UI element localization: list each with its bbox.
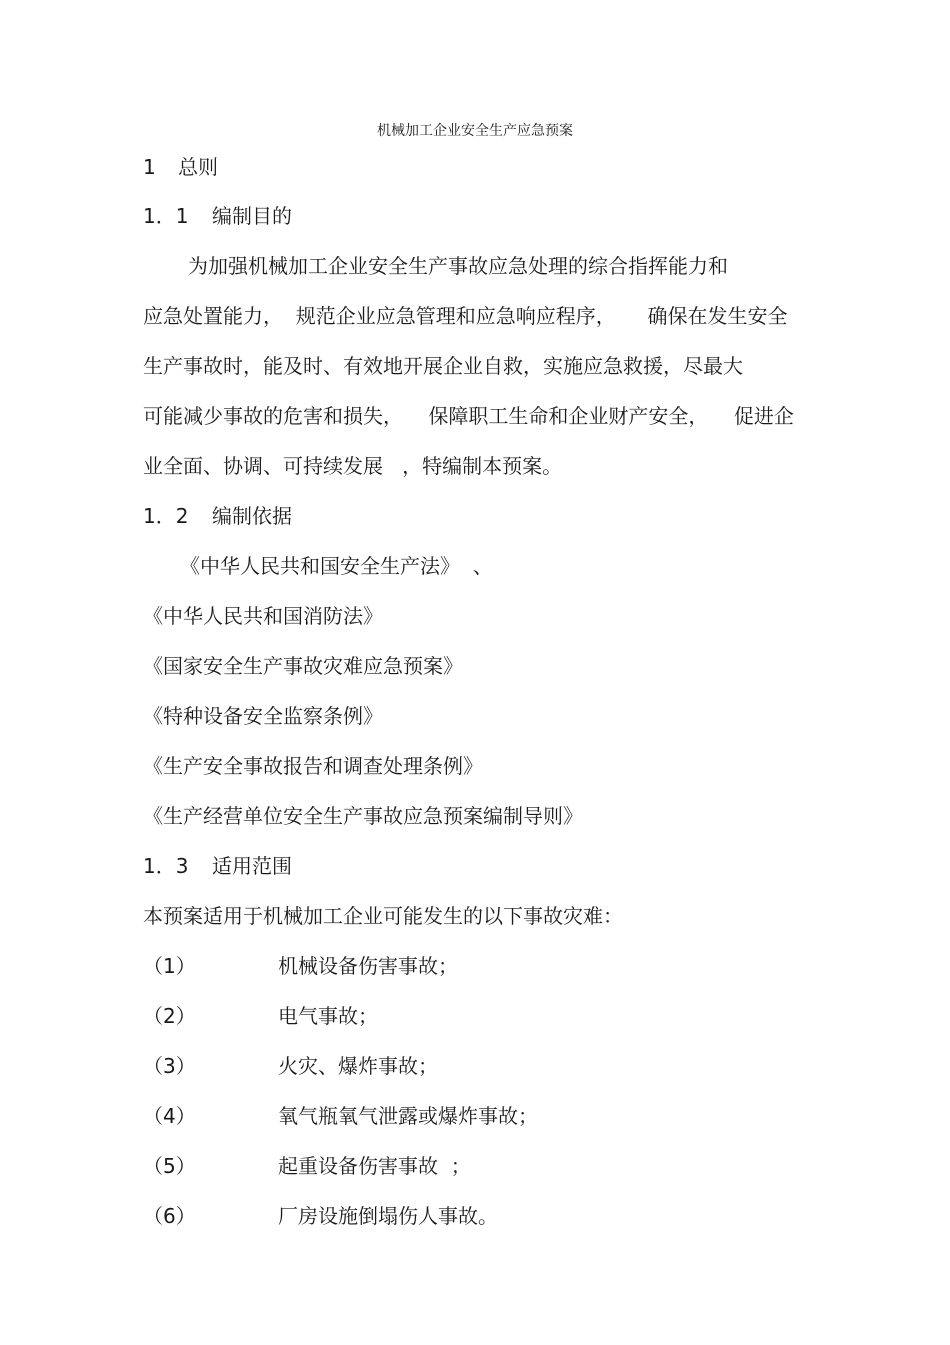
basis-item: 《国家安全生产事故灾难应急预案》 <box>143 654 463 678</box>
scope-item-number: （4） <box>143 1104 196 1128</box>
section-1-2-number: 1．2 <box>143 504 189 528</box>
scope-item-number: （6） <box>143 1204 196 1228</box>
scope-item-text: 电气事故； <box>278 1004 378 1028</box>
basis-item: 《中华人民共和国安全生产法》 、 <box>180 554 493 578</box>
section-1-3-number: 1．3 <box>143 854 189 878</box>
basis-item: 《生产经营单位安全生产事故应急预案编制导则》 <box>143 804 583 828</box>
purpose-line: 应急处置能力， 规范企业应急管理和应急响应程序， 确保在发生安全 <box>143 304 788 328</box>
purpose-line: 为加强机械加工企业安全生产事故应急处理的综合指挥能力和 <box>188 254 728 278</box>
purpose-line: 业全面、协调、可持续发展 ，特编制本预案。 <box>143 454 563 478</box>
scope-item-text: 起重设备伤害事故 ； <box>278 1154 471 1178</box>
basis-item: 《中华人民共和国消防法》 <box>143 604 383 628</box>
section-1-2-title: 编制依据 <box>212 504 292 528</box>
section-1-1-title: 编制目的 <box>212 204 292 228</box>
scope-item-text: 机械设备伤害事故； <box>278 954 458 978</box>
document-title: 机械加工企业安全生产应急预案 <box>377 123 573 139</box>
purpose-line: 生产事故时，能及时、有效地开展企业自救，实施应急救援，尽最大 <box>143 354 743 378</box>
scope-item-number: （1） <box>143 954 196 978</box>
basis-item: 《特种设备安全监察条例》 <box>143 704 383 728</box>
scope-item-text: 厂房设施倒塌伤人事故。 <box>278 1204 498 1228</box>
section-1-3-title: 适用范围 <box>212 854 292 878</box>
scope-item-number: （5） <box>143 1154 196 1178</box>
scope-item-number: （2） <box>143 1004 196 1028</box>
scope-intro: 本预案适用于机械加工企业可能发生的以下事故灾难： <box>143 904 623 928</box>
purpose-line: 可能减少事故的危害和损失， 保障职工生命和企业财产安全， 促进企 <box>143 404 794 428</box>
scope-item-number: （3） <box>143 1054 196 1078</box>
basis-item: 《生产安全事故报告和调查处理条例》 <box>143 754 483 778</box>
scope-item-text: 氧气瓶氧气泄露或爆炸事故； <box>278 1104 538 1128</box>
scope-item-text: 火灾、爆炸事故； <box>278 1054 438 1078</box>
section-1-1-number: 1．1 <box>143 204 189 228</box>
section-1-title: 总则 <box>178 155 218 179</box>
section-1-number: 1 <box>143 155 156 179</box>
